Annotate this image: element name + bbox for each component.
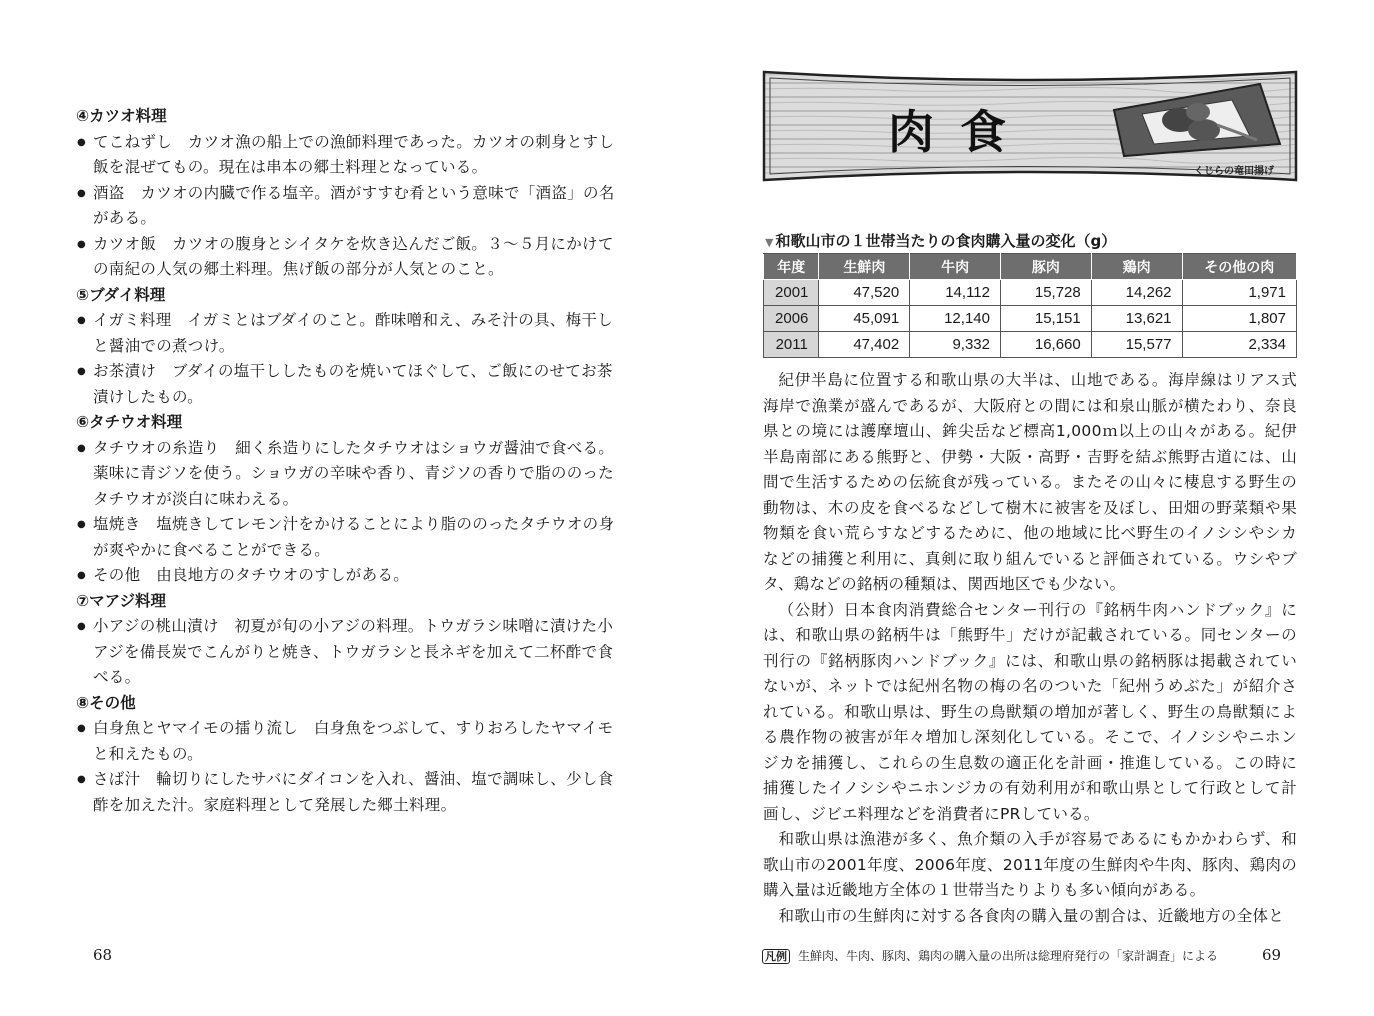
column-header: 豚肉 — [1000, 254, 1091, 280]
value-cell: 1,807 — [1182, 306, 1296, 332]
table-body — [764, 280, 1297, 358]
illustration-caption: くじらの竜田揚げ — [1194, 166, 1274, 177]
recipe-item: ● 酒盗 カツオの内臓で作る塩辛。酒がすすむ肴という意味で「酒盗」の名がある。 — [76, 181, 622, 232]
page-number-right: 69 — [1262, 946, 1282, 964]
meat-purchase-table — [763, 253, 1297, 358]
paragraph: 紀伊半島に位置する和歌山県の大半は、山地である。海岸線はリアス式海岸で漁業が盛んであるが、大阪府との間には和泉山脈が横たわり、奈良県との境には護摩壇山、鉾尖岳など標高1,000ｍ以上の山々がある。紀伊半島南部にある熊野と、伊勢・大阪・高野・吉野を結ぶ熊野古道には、山間で生活するための伝統食が残っている。またその山々に棲息する野生の動物は、木の皮を食べるなどして樹木に被害を及ぼし、田畑の野菜類や果物類を食い荒らすなどするために、他の地域に比べ野生のイノシシやシカなどの捕獲と利用に、真剣に取り組んでいると評価されている。ウシやブタ、鶏などの銘柄の種類は、関西地区でも少ない。 — [763, 371, 1297, 593]
year-cell: 2006 — [764, 306, 819, 332]
chapter-title: 肉食 — [888, 105, 1032, 159]
section-heading: ⑥タチウオ料理 — [76, 413, 183, 431]
legend-badge: 凡例 — [762, 949, 790, 964]
table-row — [764, 332, 1297, 358]
table-row — [764, 306, 1297, 332]
recipe-item: ● イガミ料理 イガミとはブダイのこと。酢味噌和え、みそ汁の具、梅干しと醤油での煮つけ。 — [76, 308, 622, 359]
value-cell: 13,621 — [1091, 306, 1182, 332]
year-cell: 2011 — [764, 332, 819, 358]
value-cell: 15,577 — [1091, 332, 1182, 358]
column-header: その他の肉 — [1182, 254, 1296, 280]
recipe-item: ● 小アジの桃山漬け 初夏が旬の小アジの料理。トウガラシ味噌に漬けた小アジを備長炭でこんがりと焼き、トウガラシと長ネギを加えて二杯酢で食べる。 — [76, 614, 622, 691]
page-number-left: 68 — [93, 946, 113, 964]
value-cell: 2,334 — [1182, 332, 1296, 358]
column-header: 鶏肉 — [1091, 254, 1182, 280]
paragraph: 和歌山市の生鮮肉に対する各食肉の購入量の割合は、近畿地方の全体と — [778, 906, 1285, 925]
paragraph: 和歌山県は漁港が多く、魚介類の入手が容易であるにもかかわらず、和歌山市の2001年度、2006年度、2011年度の生鮮肉や牛肉、豚肉、鶏肉の購入量は近畿地方全体の１世帯当たりよりも多い傾向がある。 — [763, 830, 1297, 899]
value-cell: 9,332 — [910, 332, 1001, 358]
table-header-row — [764, 254, 1297, 280]
paragraph: （公財）日本食肉消費総合センター刊行の『銘柄牛肉ハンドブック』には、和歌山県の銘柄牛は「熊野牛」だけが記載されている。同センターの刊行の『銘柄豚肉ハンドブック』には、和歌山県の銘柄豚は掲載されていないが、ネットでは紀州名物の梅の名のついた「紀州うめぶた」が紹介されている。和歌山県は、野生の鳥獣類の増加が著しく、野生の鳥獣類による農作物の被害が年々増加し深刻化している。そこで、イノシシやニホンジカを捕獲し、これらの生息数の適正化を計画・推進している。この時に捕獲したイノシシやニホンジカの有効利用が和歌山県として行政として計画し、ジビエ料理などを消費者にPRしている。 — [763, 600, 1297, 823]
column-header: 生鮮肉 — [819, 254, 910, 280]
table-title: ▼ 和歌山市の１世帯当たりの食肉購入量の変化（g） — [765, 232, 1117, 250]
footnote — [762, 947, 1218, 964]
section-heading: ⑦マアジ料理 — [76, 591, 167, 610]
recipe-item: ● その他 由良地方のタチウオのすしがある。 — [76, 563, 622, 589]
value-cell: 12,140 — [910, 306, 1001, 332]
recipe-item: ● タチウオの糸造り 細く糸造りにしたタチウオはショウガ醤油で食べる。薬味に青ジソを使う。ショウガの辛味や香り、青ジソの香りで脂ののったタチウオが淡白に味わえる。 — [76, 436, 622, 513]
section-heading: ⑧その他 — [76, 693, 136, 712]
value-cell: 15,728 — [1000, 280, 1091, 306]
year-cell: 2001 — [764, 280, 819, 306]
value-cell: 15,151 — [1000, 306, 1091, 332]
value-cell: 1,971 — [1182, 280, 1296, 306]
body-text — [763, 368, 1297, 929]
value-cell: 45,091 — [819, 306, 910, 332]
value-cell: 47,520 — [819, 280, 910, 306]
recipe-item: ● 白身魚とヤマイモの擂り流し 白身魚をつぶして、すりおろしたヤマイモと和えたもの。 — [76, 716, 622, 767]
value-cell: 14,112 — [910, 280, 1001, 306]
recipe-item: ● お茶漬け ブダイの塩干ししたものを焼いてほぐして、ご飯にのせてお茶漬けしたもの。 — [76, 359, 622, 410]
recipe-item: ● さば汁 輪切りにしたサバにダイコンを入れ、醤油、塩で調味し、少し食酢を加えた汁。家庭料理として発展した郷土料理。 — [76, 767, 622, 818]
table-row — [764, 280, 1297, 306]
triangle-icon: ▼ — [765, 236, 774, 249]
value-cell: 14,262 — [1091, 280, 1182, 306]
recipe-item: ● てこねずし カツオ漁の船上での漁師料理であった。カツオの刺身とすし飯を混ぜてもの。現在は串本の郷土料理となっている。 — [76, 130, 622, 181]
recipe-list — [76, 104, 622, 818]
column-header: 牛肉 — [910, 254, 1001, 280]
section-heading: ⑤ブダイ料理 — [76, 285, 166, 304]
recipe-item: ● 塩焼き 塩焼きしてレモン汁をかけることにより脂ののったタチウオの身が爽やかに食べることができる。 — [76, 512, 622, 563]
value-cell: 16,660 — [1000, 332, 1091, 358]
recipe-item: ● カツオ飯 カツオの腹身とシイタケを炊き込んだご飯。３～５月にかけての南紀の人気の郷土料理。焦げ飯の部分が人気とのこと。 — [76, 232, 622, 283]
chapter-banner — [762, 70, 1298, 182]
footnote-text: 生鮮肉、牛肉、豚肉、鶏肉の購入量の出所は総理府発行の「家計調査」による — [798, 949, 1219, 963]
right-page — [687, 0, 1374, 1016]
value-cell: 47,402 — [819, 332, 910, 358]
column-header: 年度 — [764, 254, 819, 280]
section-heading: ④カツオ料理 — [76, 107, 167, 125]
